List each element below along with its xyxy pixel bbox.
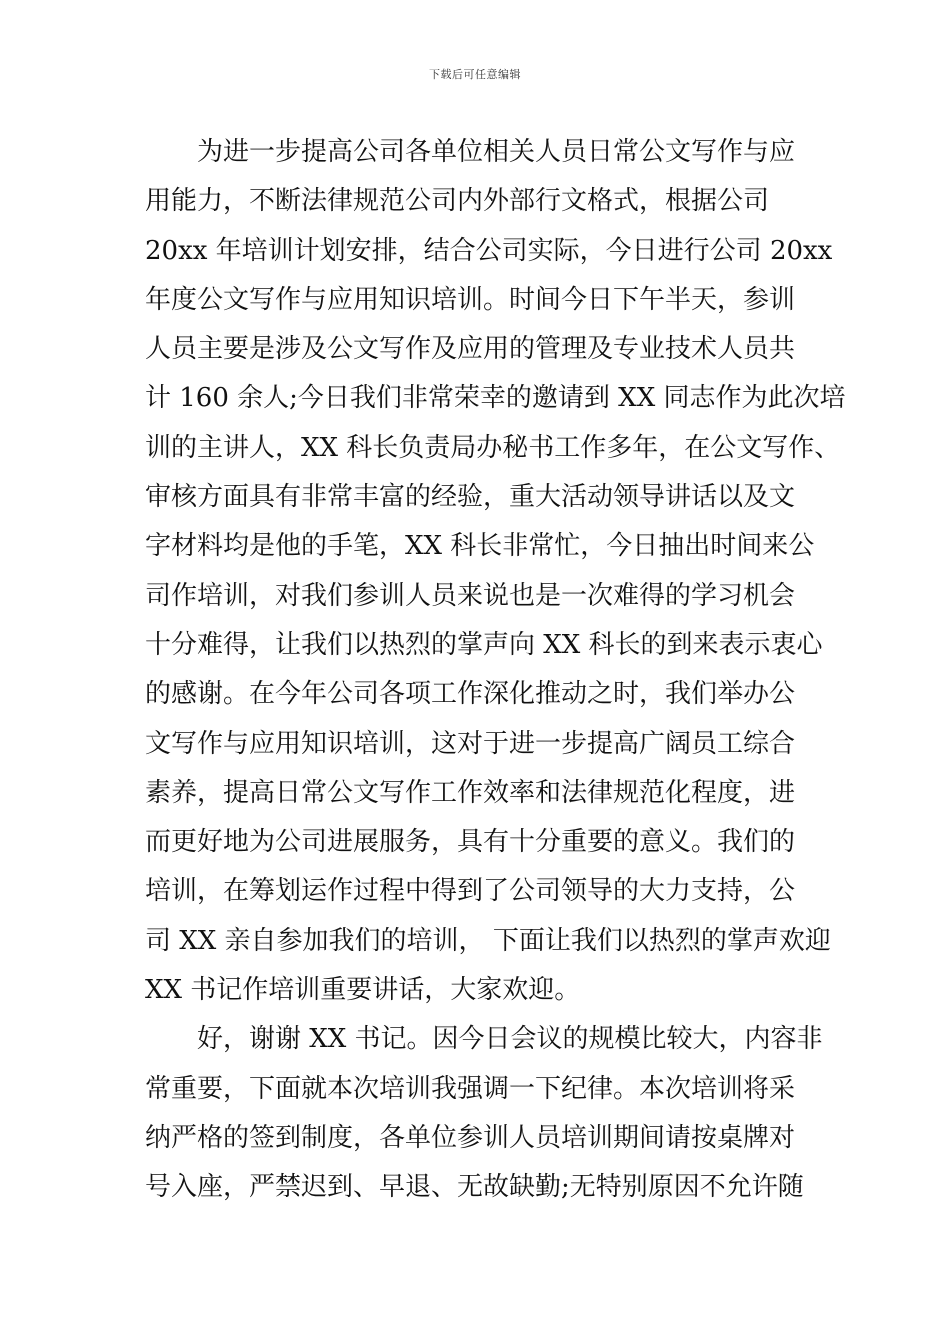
- text-line: 训的主讲人，XX 科长负责局办秘书工作多年，在公文写作、: [145, 432, 841, 463]
- paragraph-opening: [145, 128, 846, 1015]
- text-line: 而更好地为公司进展服务，具有十分重要的意义。我们的: [145, 827, 796, 858]
- text-line: 素养，提高日常公文写作工作效率和法律规范化程度，进: [145, 777, 796, 808]
- text-line: 好，谢谢 XX 书记。因今日会议的规模比较大，内容非: [197, 1024, 823, 1055]
- header-note: 下载后可任意编辑: [429, 68, 521, 81]
- text-line: 计 160 余人;今日我们非常荣幸的邀请到 XX 同志作为此次培: [145, 383, 846, 414]
- text-line: 的感谢。在今年公司各项工作深化推动之时，我们举办公: [145, 679, 796, 710]
- text-line: 十分难得，让我们以热烈的掌声向 XX 科长的到来表示衷心: [145, 629, 823, 660]
- text-line: 培训，在筹划运作过程中得到了公司领导的大力支持，公: [145, 876, 796, 907]
- text-line: 人员主要是涉及公文写作及应用的管理及专业技术人员共: [145, 334, 796, 365]
- text-line: 文写作与应用知识培训，这对于进一步提高广阔员工综合: [145, 728, 796, 759]
- text-line: 司 XX 亲自参加我们的培训， 下面让我们以热烈的掌声欢迎: [145, 925, 831, 956]
- text-line: 用能力，不断法律规范公司内外部行文格式，根据公司: [145, 186, 770, 217]
- text-line: 纳严格的签到制度，各单位参训人员培训期间请按桌牌对: [145, 1122, 796, 1153]
- text-line: 常重要，下面就本次培训我强调一下纪律。本次培训将采: [145, 1073, 796, 1104]
- text-line: 司作培训，对我们参训人员来说也是一次难得的学习机会: [145, 580, 796, 611]
- text-line: 年度公文写作与应用知识培训。时间今日下午半天，参训: [145, 284, 796, 315]
- body-text: [145, 128, 846, 1213]
- text-line: 为进一步提高公司各单位相关人员日常公文写作与应: [197, 137, 796, 167]
- text-line: XX 书记作培训重要讲话，大家欢迎。: [145, 975, 581, 1006]
- text-line: 审核方面具有非常丰富的经验，重大活动领导讲话以及文: [145, 482, 796, 513]
- paragraph-discipline: [145, 1015, 823, 1212]
- text-line: 号入座，严禁迟到、早退、无故缺勤;无特别原因不允许随: [145, 1172, 804, 1203]
- text-line: 字材料均是他的手笔，XX 科长非常忙，今日抽出时间来公: [145, 531, 815, 562]
- text-line: 20xx 年培训计划安排，结合公司实际，今日进行公司 20xx: [145, 235, 833, 266]
